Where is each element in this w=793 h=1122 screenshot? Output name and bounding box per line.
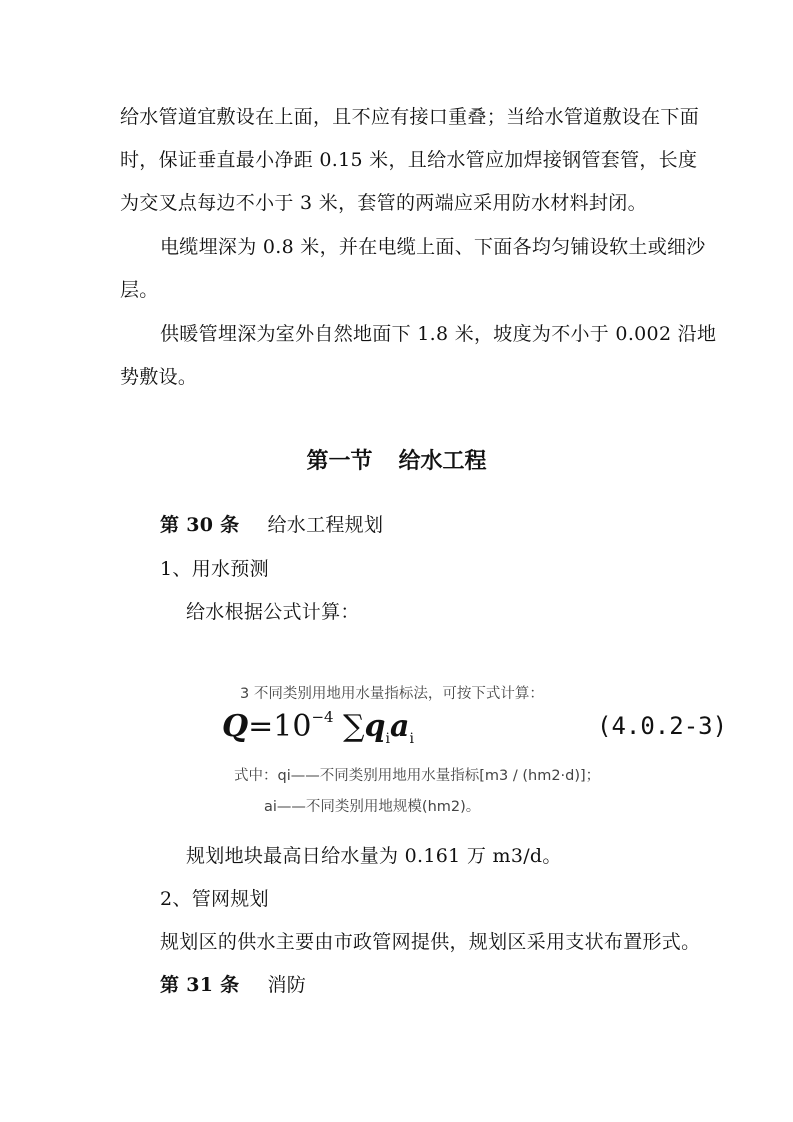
formula-a-sub: i [409,731,414,747]
paragraph-line: 给水管道宜敷设在上面，且不应有接口重叠；当给水管道敷设在下面 [120,106,700,128]
article-30-title: 给水工程规划 [267,514,384,536]
article-31-label: 第 31 条 [160,974,240,996]
formula-q: q [364,709,386,744]
formula-lhs: Q [222,709,249,744]
formula-image [210,678,745,818]
section-heading-number: 第一节 [306,449,373,474]
formula-caption: 3 不同类别用地用水量指标法，可按下式计算： [240,686,544,702]
formula-definition-q: 式中：qi——不同类别用地用水量指标[m3 / (hm2·d)]； [234,768,601,784]
paragraph-line: 为交叉点每边不小于 3 米，套管的两端应采用防水材料封闭。 [120,192,647,214]
item-1-heading: 1、用水预测 [160,558,269,580]
formula-exponent: −4 [311,708,334,726]
formula-q-sub: i [385,731,390,747]
article-30 [160,512,383,538]
item-2-text: 规划区的供水主要由市政管网提供，规划区采用支状布置形式。 [160,931,701,953]
section-heading [0,448,793,476]
formula-equation [222,708,414,747]
paragraph-line: 供暖管埋深为室外自然地面下 1.8 米，坡度为不小于 0.002 沿地 [160,323,717,345]
formula-a: a [390,709,410,744]
article-31 [160,972,306,998]
result-text: 规划地块最高日给水量为 0.161 万 m3/d。 [186,845,562,867]
formula-equals: =10 [248,709,312,744]
article-30-label: 第 30 条 [160,514,240,536]
section-heading-title: 给水工程 [398,449,487,474]
paragraph-line: 时，保证垂直最小净距 0.15 米，且给水管应加焊接钢管套管，长度 [120,149,698,171]
formula-definition-a: ai——不同类别用地规模(hm2)。 [264,799,481,815]
formula-sigma: ∑ [333,709,365,744]
paragraph-line: 电缆埋深为 0.8 米，并在电缆上面、下面各均匀铺设软土或细沙 [160,236,706,258]
formula-number: (4.0.2-3) [597,712,728,740]
article-31-title: 消防 [267,974,307,996]
paragraph-line: 层。 [120,279,159,301]
item-2-heading: 2、管网规划 [160,888,269,910]
paragraph-line: 势敷设。 [120,366,198,388]
formula-intro-text: 给水根据公式计算： [186,601,360,623]
